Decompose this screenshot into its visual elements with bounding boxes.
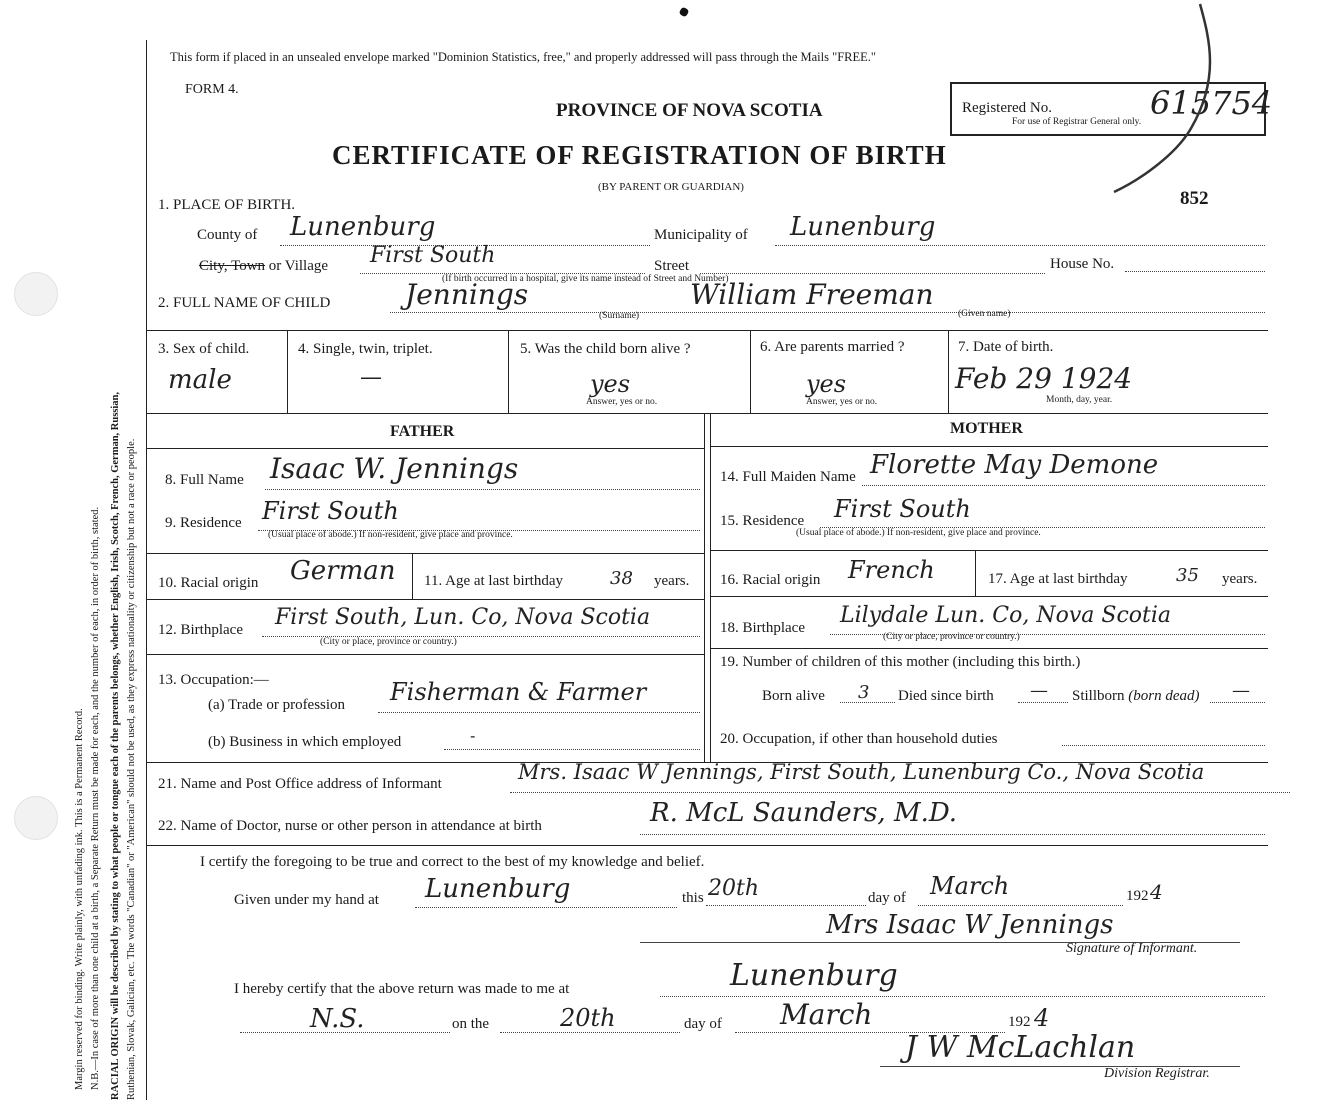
mother-age-unit: years. xyxy=(1222,571,1258,587)
dob-label: 7. Date of birth. xyxy=(958,339,1054,355)
sex-value: male xyxy=(168,365,232,395)
registered-value: 615754 xyxy=(1150,84,1273,122)
mother-heading: MOTHER xyxy=(950,420,1023,437)
father-birthplace-label: 12. Birthplace xyxy=(158,622,243,638)
house-label: House No. xyxy=(1050,256,1115,272)
alive-label: 5. Was the child born alive ? xyxy=(520,341,691,357)
father-residence-caption: (Usual place of abode.) If non-resident, give place and province. xyxy=(268,530,513,540)
business-dotline xyxy=(444,749,700,750)
registered-label: Registered No. xyxy=(962,100,1052,116)
trade-dotline xyxy=(378,712,700,713)
day-value: 20th xyxy=(708,876,760,901)
mother-residence-caption: (Usual place of abode.) If non-resident, give place and province. xyxy=(796,528,1041,538)
certify-text: I certify the foregoing to be true and correct to the best of my knowledge and belief. xyxy=(200,854,705,870)
given-label: Given under my hand at xyxy=(234,892,379,908)
mail-note: This form if placed in an unsealed envelope marked "Dominion Statistics, free," and properly addressed will pass through the Mails "FREE." xyxy=(170,50,877,64)
mother-name-value: Florette May Demone xyxy=(870,450,1159,480)
mother-birthplace-label: 18. Birthplace xyxy=(720,620,805,636)
child-surname-value: Jennings xyxy=(405,278,529,311)
registrar-signature-label: Division Registrar. xyxy=(1104,1066,1210,1081)
vdiv-4 xyxy=(948,330,949,413)
city-label: City, Town or Village xyxy=(199,258,329,274)
municipality-dotline xyxy=(775,245,1265,246)
mother-occupation-label: 20. Occupation, if other than household duties xyxy=(720,731,998,747)
born-alive-value: 3 xyxy=(858,682,870,703)
mother-birthplace-caption: (City or place, province or country.) xyxy=(883,632,1020,642)
father-heading: FATHER xyxy=(390,423,455,440)
on-the-label: on the xyxy=(452,1016,490,1032)
father-race-label: 10. Racial origin xyxy=(158,575,259,591)
column-divider-2 xyxy=(710,413,711,762)
margin-note-3: RACIAL ORIGIN will be described by stating to what people or tongue each of the parents belongs, whether English, Irish, Scotch, French, German, Russian, xyxy=(110,391,121,1100)
column-divider xyxy=(704,413,705,762)
informant-label: 21. Name and Post Office address of Informant xyxy=(158,776,442,792)
given-place-dotline xyxy=(415,907,677,908)
died-label: Died since birth xyxy=(898,688,994,704)
child-given-value: William Freeman xyxy=(690,278,934,311)
mother-race-label: 16. Racial origin xyxy=(720,572,821,588)
rule-1 xyxy=(147,330,1268,331)
father-rule-b xyxy=(147,553,704,554)
registrar-month: March xyxy=(780,998,873,1031)
stillborn-value: — xyxy=(1232,680,1250,701)
father-age-unit: years. xyxy=(654,573,690,589)
margin-note-2: N.B.—In case of more than one child at a birth, a Separate Return must be made for each, and the number of each, in order of birth, stated. xyxy=(90,506,101,1090)
doctor-dotline xyxy=(640,834,1265,835)
registrar-day: 20th xyxy=(560,1004,616,1032)
father-name-dotline xyxy=(265,489,700,490)
father-race-value: German xyxy=(290,556,396,586)
father-race-divider xyxy=(412,553,413,599)
month-dotline xyxy=(918,905,1123,906)
born-alive-label: Born alive xyxy=(762,688,825,704)
margin-note-4: Ruthenian, Slovak, Galician, etc. The words "Canadian" or "American" should not be used, as they express nationality or citizenship but not a race or people. xyxy=(126,438,137,1100)
died-dotline xyxy=(1018,702,1068,703)
trade-value: Fisherman & Farmer xyxy=(390,678,647,706)
born-alive-dotline xyxy=(840,702,895,703)
place-of-birth-label: 1. PLACE OF BIRTH. xyxy=(158,197,296,213)
city-value: First South xyxy=(370,243,496,268)
year-suffix: 4 xyxy=(1150,880,1163,904)
trade-label: (a) Trade or profession xyxy=(208,697,346,713)
surname-caption: (Surname) xyxy=(599,311,640,321)
year-prefix: 192 xyxy=(1126,888,1149,904)
day-dotline xyxy=(706,905,866,906)
plurality-value: — xyxy=(360,365,382,390)
mother-residence-value: First South xyxy=(834,495,971,523)
registrar-province-dotline xyxy=(240,1032,450,1033)
registrar-signature: J W McLachlan xyxy=(905,1030,1136,1065)
dob-caption: Month, day, year. xyxy=(1046,395,1113,405)
certificate-subtitle: (BY PARENT OR GUARDIAN) xyxy=(598,181,744,193)
binding-hole-bottom xyxy=(14,796,58,840)
mother-name-dotline xyxy=(862,485,1265,486)
province-heading: PROVINCE OF NOVA SCOTIA xyxy=(556,100,823,121)
rule-2 xyxy=(147,413,1268,414)
married-caption: Answer, yes or no. xyxy=(806,397,878,407)
alive-value: yes xyxy=(590,370,631,398)
doctor-label: 22. Name of Doctor, nurse or other person in attendance at birth xyxy=(158,818,542,834)
margin-note-1: Margin reserved for binding. Write plainly, with unfading ink. This is a Permanent Record. xyxy=(74,708,85,1090)
form-left-border xyxy=(146,40,147,1100)
father-age-value: 38 xyxy=(610,568,633,589)
mother-rule-d xyxy=(710,648,1268,649)
dob-value: Feb 29 1924 xyxy=(955,362,1133,395)
given-place: Lunenburg xyxy=(425,874,571,904)
county-label: County of xyxy=(197,227,258,243)
pen-stroke xyxy=(1100,0,1220,200)
registrar-note: For use of Registrar General only. xyxy=(1012,117,1142,127)
mother-residence-label: 15. Residence xyxy=(720,513,805,529)
mother-race-value: French xyxy=(848,556,935,584)
informant-signature: Mrs Isaac W Jennings xyxy=(826,910,1114,940)
municipality-value: Lunenburg xyxy=(790,212,936,242)
this-label: this xyxy=(682,890,704,906)
business-label: (b) Business in which employed xyxy=(208,734,402,750)
mother-name-label: 14. Full Maiden Name xyxy=(720,469,856,485)
informant-dotline xyxy=(510,792,1290,793)
day-of-label: day of xyxy=(868,890,906,906)
vdiv-2 xyxy=(508,330,509,413)
registrar-year-suffix: 4 xyxy=(1034,1004,1050,1032)
informant-signature-label: Signature of Informant. xyxy=(1066,941,1198,956)
alive-caption: Answer, yes or no. xyxy=(586,397,658,407)
mother-rule-a xyxy=(710,446,1268,447)
father-rule-c xyxy=(147,599,704,600)
form-number: FORM 4. xyxy=(185,82,239,97)
father-rule-a xyxy=(147,448,704,449)
month-value: March xyxy=(930,872,1010,900)
registrar-day-of-label: day of xyxy=(684,1016,722,1032)
father-rule-d xyxy=(147,654,704,655)
occupation-label: 13. Occupation:— xyxy=(158,672,269,688)
mother-birthplace-value: Lilydale Lun. Co, Nova Scotia xyxy=(840,603,1172,628)
informant-value: Mrs. Isaac W Jennings, First South, Lunenburg Co., Nova Scotia xyxy=(518,760,1205,784)
vdiv-3 xyxy=(750,330,751,413)
married-value: yes xyxy=(806,370,847,398)
given-caption: (Given name) xyxy=(958,309,1011,319)
county-value: Lunenburg xyxy=(290,212,436,242)
child-name-dotline xyxy=(390,312,1265,313)
mother-age-value: 35 xyxy=(1176,565,1199,586)
vdiv-1 xyxy=(287,330,288,413)
father-age-label: 11. Age at last birthday xyxy=(424,573,563,589)
mother-age-label: 17. Age at last birthday xyxy=(988,571,1128,587)
registrar-text: I hereby certify that the above return was made to me at xyxy=(234,981,570,997)
sex-label: 3. Sex of child. xyxy=(158,341,250,357)
father-birthplace-value: First South, Lun. Co, Nova Scotia xyxy=(275,605,651,630)
father-residence-label: 9. Residence xyxy=(165,515,242,531)
stillborn-label xyxy=(1072,688,1200,705)
registrar-year-prefix: 192 xyxy=(1008,1014,1031,1030)
children-label: 19. Number of children of this mother (including this birth.) xyxy=(720,654,1081,670)
ink-mark xyxy=(679,7,690,18)
street-dotline xyxy=(700,273,1045,274)
plurality-label: 4. Single, twin, triplet. xyxy=(298,341,433,357)
registrar-province: N.S. xyxy=(310,1004,365,1034)
father-birthplace-caption: (City or place, province or country.) xyxy=(320,637,457,647)
child-name-label: 2. FULL NAME OF CHILD xyxy=(158,295,331,311)
mother-occupation-dotline xyxy=(1062,745,1265,746)
municipality-label: Municipality of xyxy=(654,227,748,243)
street-label: Street xyxy=(654,258,689,274)
registrar-day-dotline xyxy=(500,1032,680,1033)
father-name-label: 8. Full Name xyxy=(165,472,244,488)
registrar-place-dotline xyxy=(660,996,1265,997)
business-value: - xyxy=(470,726,476,745)
rule-4 xyxy=(147,845,1268,846)
doctor-value: R. McL Saunders, M.D. xyxy=(650,798,958,828)
house-dotline xyxy=(1125,271,1265,272)
died-value: — xyxy=(1030,680,1048,701)
certificate-title: CERTIFICATE OF REGISTRATION OF BIRTH xyxy=(332,140,947,170)
mother-race-divider xyxy=(975,550,976,596)
registrar-place: Lunenburg xyxy=(730,958,898,993)
stillborn-text: Stillborn xyxy=(1072,688,1125,704)
binding-hole-top xyxy=(14,272,58,316)
corner-number: 852 xyxy=(1180,188,1209,209)
father-name-value: Isaac W. Jennings xyxy=(270,452,519,485)
mother-rule-c xyxy=(710,596,1268,597)
stillborn-note: (born dead) xyxy=(1128,688,1200,704)
stillborn-dotline xyxy=(1210,702,1265,703)
father-residence-value: First South xyxy=(262,497,399,525)
mother-rule-b xyxy=(710,550,1268,551)
hospital-note: (If birth occurred in a hospital, give its name instead of Street and Number) xyxy=(442,274,729,284)
married-label: 6. Are parents married ? xyxy=(760,339,905,355)
